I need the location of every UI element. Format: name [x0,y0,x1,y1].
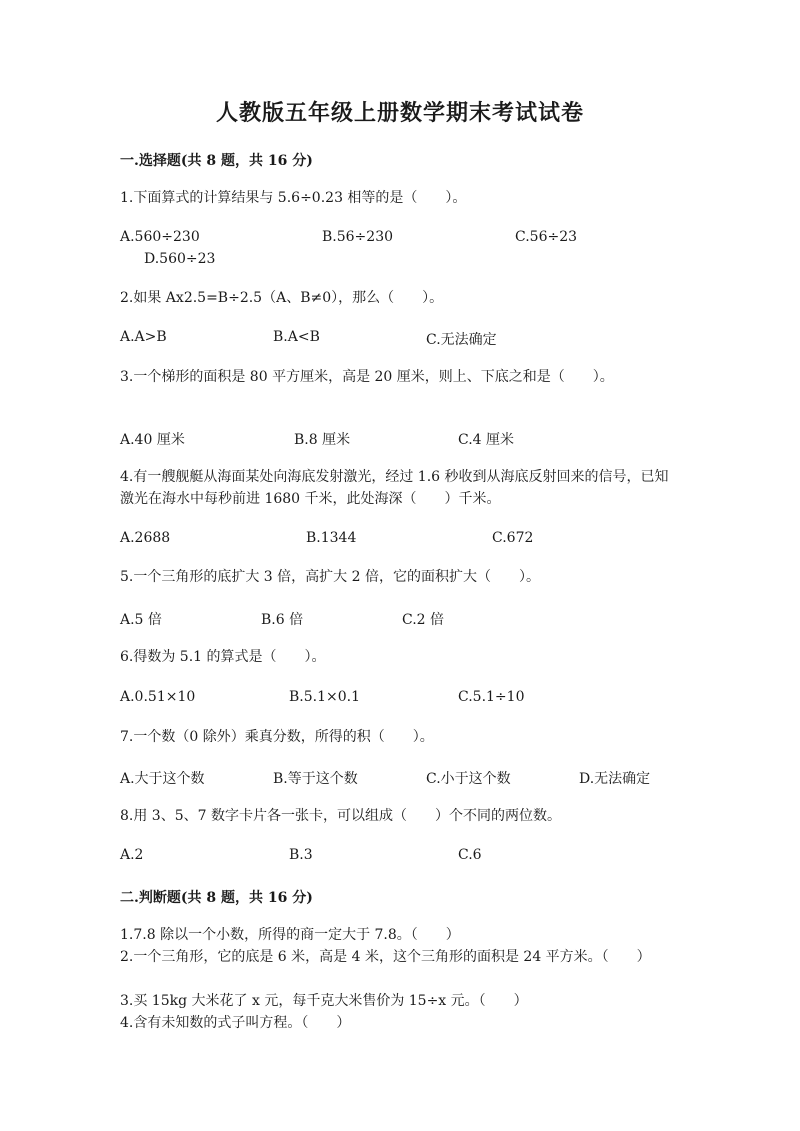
question-6: 6.得数为 5.1 的算式是（ ）。 [120,649,326,665]
question-8: 8.用 3、5、7 数字卡片各一张卡，可以组成（ ）个不同的两位数。 [120,808,561,824]
option-2c: C.无法确定 [426,332,497,348]
option-1b: B.56÷230 [322,229,394,245]
question-3: 3.一个梯形的面积是 80 平方厘米，高是 20 厘米，则上、下底之和是（ ）。 [120,369,614,385]
option-7d: D.无法确定 [579,771,651,787]
option-3b: B.8 厘米 [294,432,351,448]
option-6b: B.5.1×0.1 [289,689,360,705]
option-5b: B.6 倍 [261,612,304,628]
option-5a: A.5 倍 [120,612,162,628]
option-1d: D.560÷23 [144,251,216,267]
option-8a: A.2 [120,847,144,863]
question-5: 5.一个三角形的底扩大 3 倍，高扩大 2 倍，它的面积扩大（ ）。 [120,569,540,585]
option-1c: C.56÷23 [515,229,578,245]
option-3a: A.40 厘米 [120,432,185,448]
section-heading-judgement: 二.判断题(共 8 题，共 16 分) [120,890,313,906]
question-4: 4.有一艘舰艇从海面某处向海底发射激光，经过 1.6 秒收到从海底反射回来的信号，已知激光在海水中每秒前进 1680 千米，此处海深（ ）千米。 [120,469,669,507]
option-2a: A.A>B [120,329,167,345]
option-3c: C.4 厘米 [458,432,515,448]
option-6a: A.0.51×10 [120,689,196,705]
option-4b: B.1344 [306,530,357,546]
option-7a: A.大于这个数 [120,771,205,787]
page-title: 人教版五年级上册数学期末考试试卷 [215,100,584,126]
question-1: 1.下面算式的计算结果与 5.6÷0.23 相等的是（ ）。 [120,190,467,206]
question-2: 2.如果 Ax2.5=B÷2.5（A、B≠0），那么（ ）。 [120,290,444,306]
judgement-question-2: 2.一个三角形，它的底是 6 米，高是 4 米，这个三角形的面积是 24 平方米。（ ） [120,949,651,965]
judgement-question-3: 3.买 15kg 大米花了 x 元，每千克大米售价为 15÷x 元。（ ） [120,993,528,1009]
option-8c: C.6 [458,847,482,863]
option-6c: C.5.1÷10 [458,689,525,705]
option-1a: A.560÷230 [120,229,200,245]
option-4c: C.672 [492,530,534,546]
option-7c: C.小于这个数 [426,771,511,787]
option-5c: C.2 倍 [402,612,445,628]
section-heading-choice: 一.选择题(共 8 题，共 16 分) [120,153,313,169]
option-8b: B.3 [289,847,313,863]
option-7b: B.等于这个数 [273,771,358,787]
question-7: 7.一个数（0 除外）乘真分数，所得的积（ ）。 [120,729,434,745]
option-2b: B.A<B [273,329,320,345]
judgement-question-1: 1.7.8 除以一个小数，所得的商一定大于 7.8。（ ） [120,927,460,943]
judgement-question-4: 4.含有未知数的式子叫方程。（ ） [120,1015,351,1031]
option-4a: A.2688 [120,530,171,546]
